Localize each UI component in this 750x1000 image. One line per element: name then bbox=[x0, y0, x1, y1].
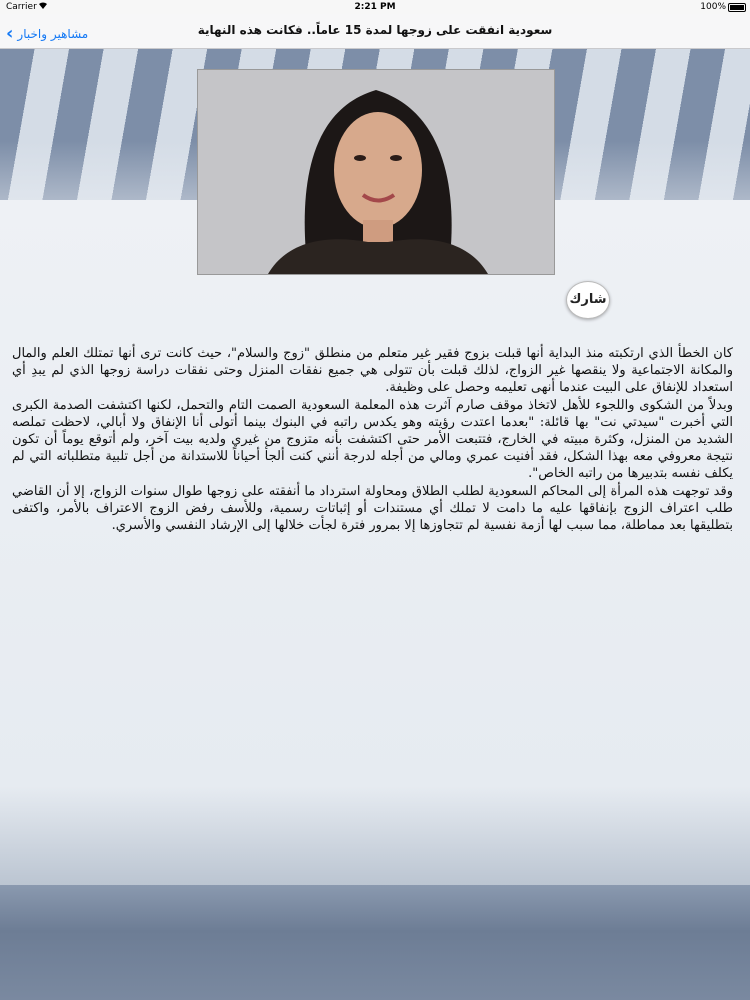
page-title: سعودية انفقت على زوجها لمدة 15 عاماً.. فكانت هذه النهاية bbox=[197, 23, 553, 37]
back-button[interactable] bbox=[6, 22, 88, 43]
back-button-label: مشاهير واخبار bbox=[17, 27, 89, 41]
chevron-left-icon: ‹ bbox=[6, 23, 14, 44]
carrier-label: Carrier bbox=[6, 2, 37, 12]
portrait-image bbox=[198, 70, 554, 274]
navigation-bar bbox=[0, 14, 750, 49]
status-bar bbox=[0, 0, 750, 14]
share-button[interactable]: شارك bbox=[566, 281, 610, 319]
background-panel bbox=[0, 200, 750, 890]
article-paragraph: كان الخطأ الذي ارتكبته منذ البداية أنها قبلت بزوج فقير غير متعلم من منطلق "زوج والسلام"، حيث كانت ترى أنها تمتلك العلم والمال والمكانة الاجتماعية ولا ينقصها غير الزواج، لذلك قبلت بأن تتولى هي جميع نفقات المنزل وحتى نفقات دراسة زوجها الذي لم يبدِ أي استعداد للإنفاق على البيت عندما أنهى تعليمه وحصل على وظيفة. bbox=[12, 346, 733, 396]
battery-icon bbox=[728, 3, 746, 12]
article-paragraph: وقد توجهت هذه المرأة إلى المحاكم السعودية لطلب الطلاق ومحاولة استرداد ما أنفقته على زوجها طوال سنوات الزواج، إلا أن القاضي طلب اعتراف الزوج بإنفاقها عليه ما دامت لا تملك أي مستندات أو إثباتات رسمية، وللأسف رفض الزوج الاعتراف بالأمر، واكتفى بتطليقها بعد مماطلة، مما سبب لها أزمة نفسية لم تتجاوزها إلا بمرور فترة لجأت خلالها إلى الإرشاد النفسي والأسري. bbox=[12, 483, 733, 534]
battery-percent: 100% bbox=[700, 2, 726, 12]
article-body bbox=[12, 345, 733, 534]
status-time: 2:21 PM bbox=[354, 2, 396, 12]
background-footer bbox=[0, 885, 750, 1000]
article-photo bbox=[197, 69, 555, 275]
article-paragraph: وبدلاً من الشكوى واللجوء للأهل لاتخاذ موقف صارم آثرت هذه المعلمة السعودية الصمت التام والتحمل، لكنها اكتشفت الصدمة الكبرى التي أخبرت "سيدتي نت" بها قائلة: "بعدما اعتدت رؤيته وهو يكدس راتبه في البنوك بينما أتولى أنا الإنفاق ولا أبالي، لاحظت تملصه الشديد من المنزل، وكثرة مبيته في الخارج، فتتبعت الأمر حتى اكتشفت بأنه متزوج من غيري ولديه بيت آخر، ولم أتوقع يوماً أن تكون نتيجة معروفي معه بهذا الشكل، فقد أفنيت عمري ومالي من أجله لدرجة أنني كنت ألجأ أحياناً للاستدانة من أجل تلبية متطلباته التي لم يكلف نفسه بتدبيرها من راتبه الخاص". bbox=[12, 397, 733, 482]
